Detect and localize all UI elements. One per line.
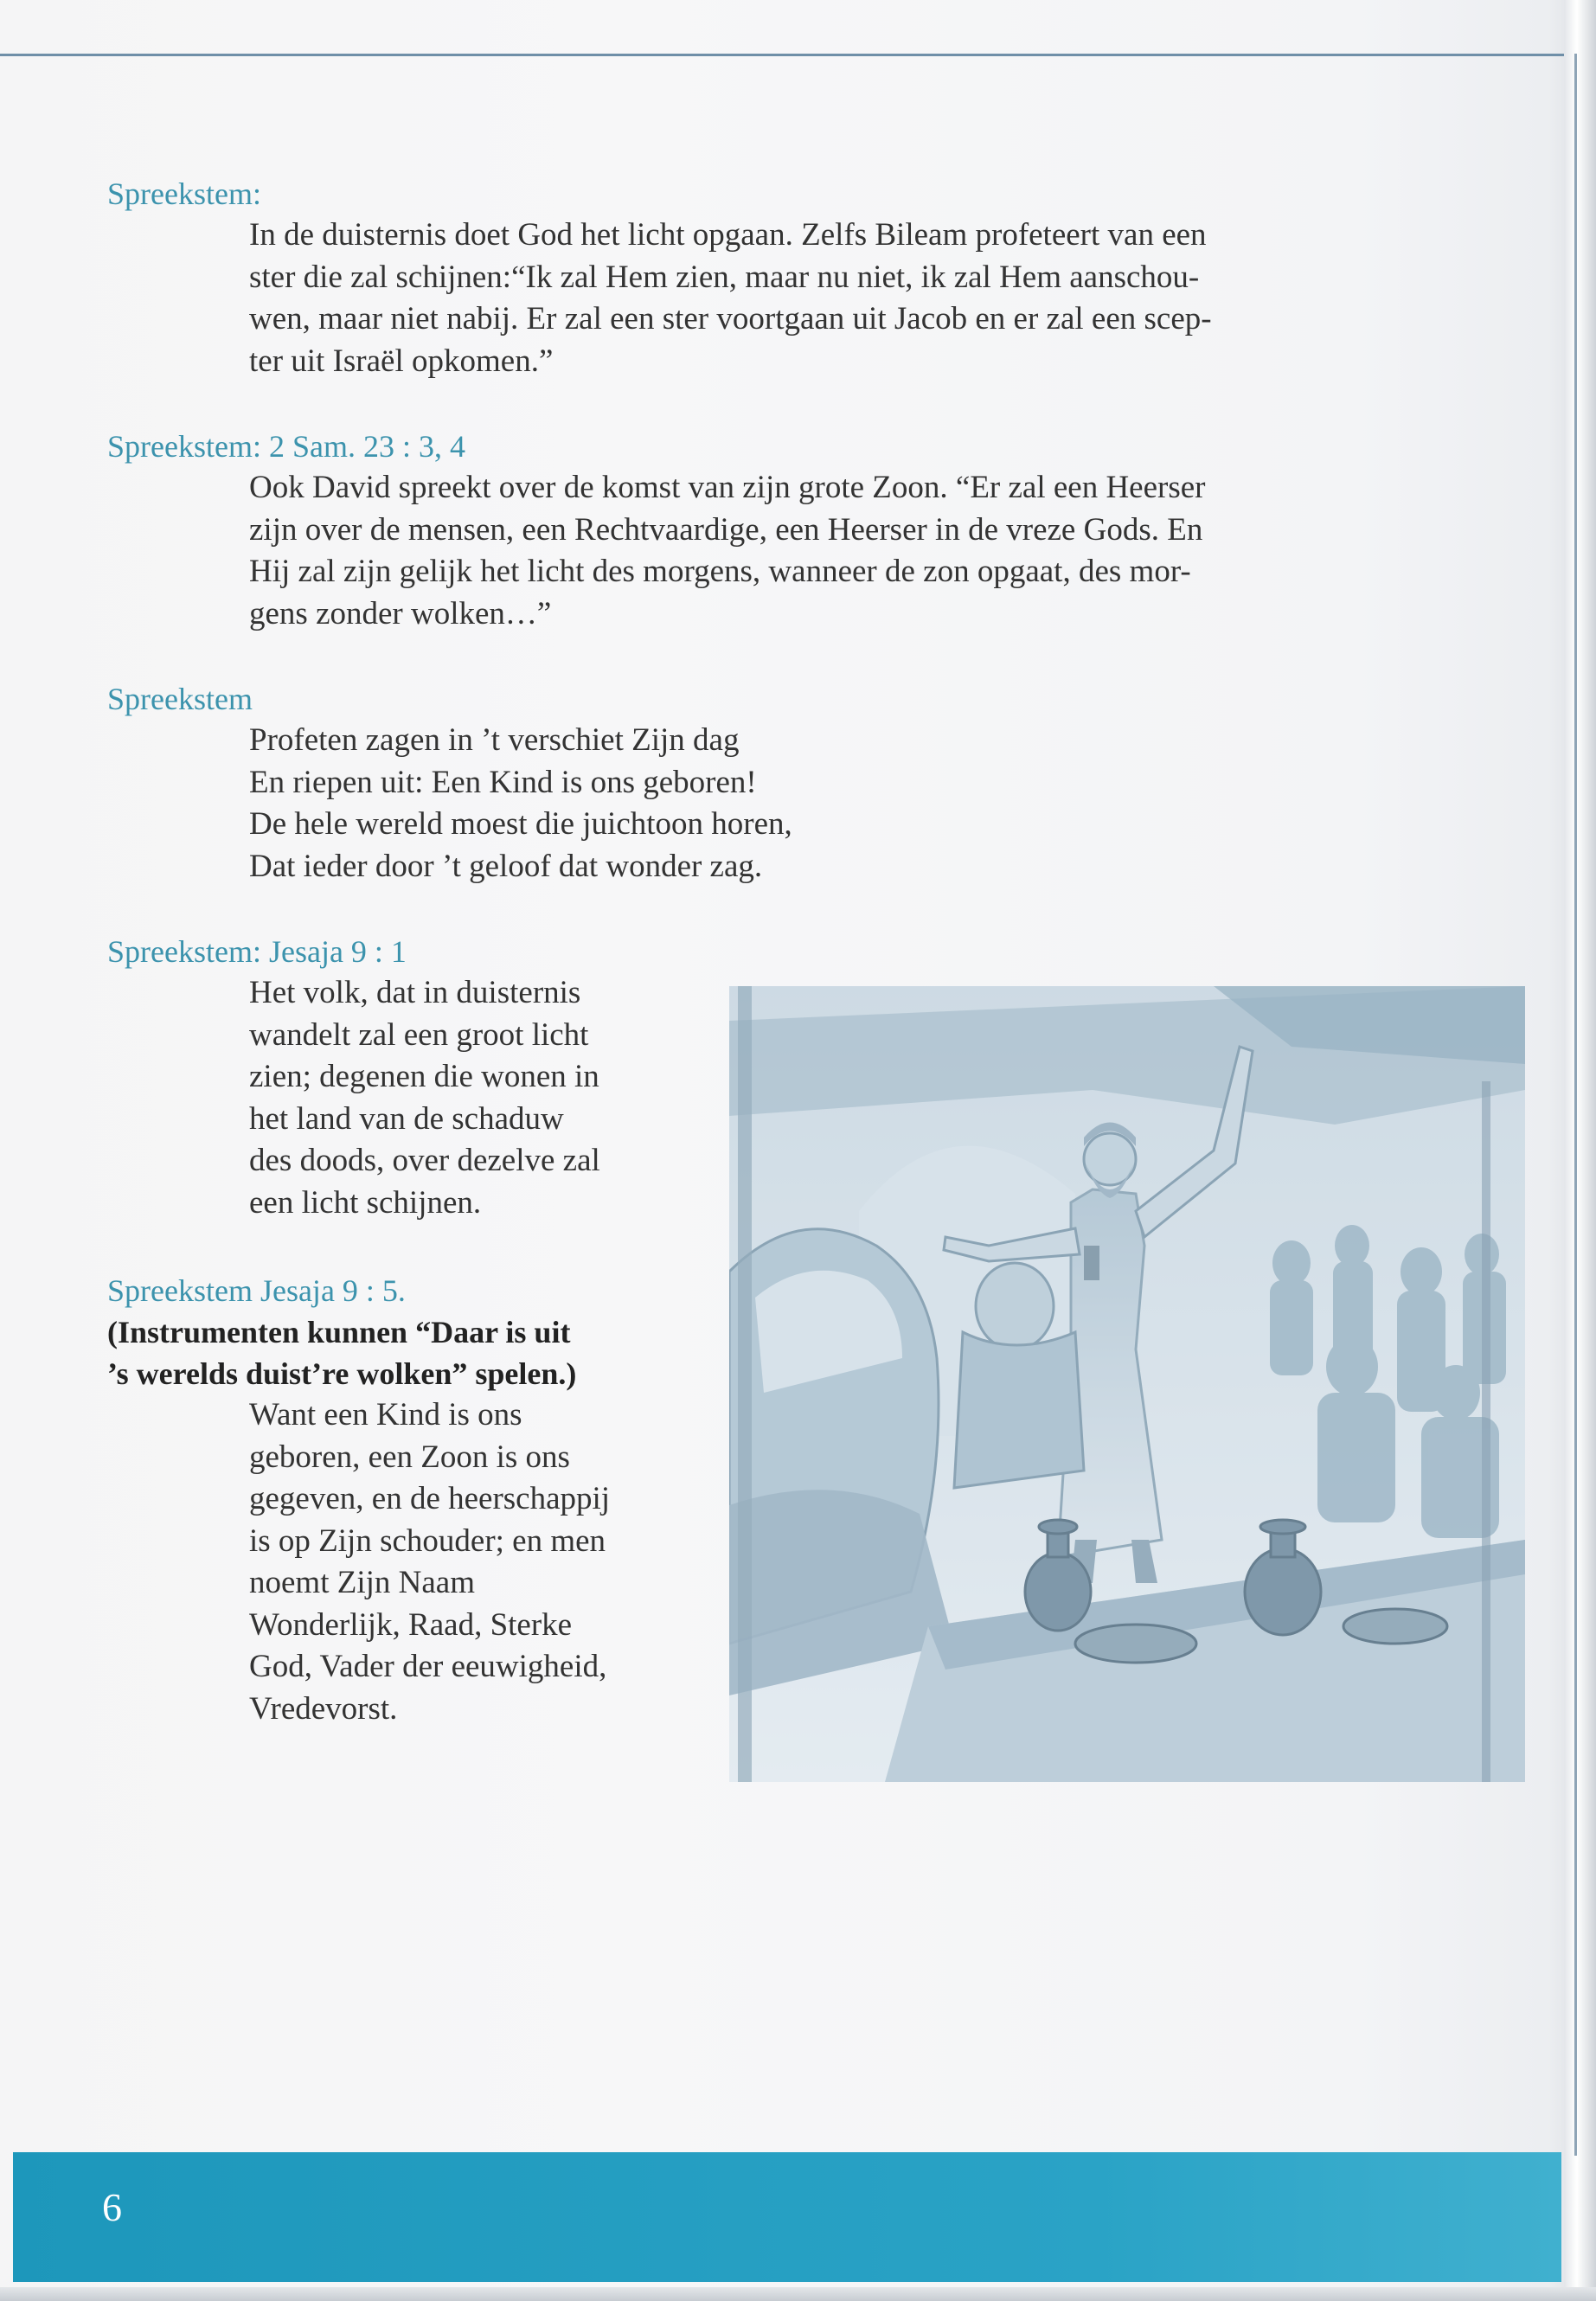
body-line: gegeven, en de heerschappij [249, 1481, 611, 1516]
body-line: zien; degenen die wonen in [249, 1059, 599, 1094]
page-number: 6 [102, 2185, 122, 2229]
footer-bar [13, 2152, 1561, 2282]
section-1 [107, 173, 1212, 382]
instruction-line: (Instrumenten kunnen “Daar is uit [107, 1315, 571, 1349]
section-heading: Spreekstem: 2 Sam. 23 : 3, 4 [107, 429, 465, 464]
prophet-preaching-illustration [729, 986, 1525, 1782]
body-line: Vredevorst. [249, 1690, 398, 1727]
body-line: Hij zal zijn gelijk het licht des morgens, wanneer de zon opgaat, des mor- [249, 554, 1191, 589]
body-line: is op Zijn schouder; en men [249, 1522, 606, 1559]
body-line: wandelt zal een groot licht [249, 1016, 589, 1053]
section-body [249, 972, 600, 1224]
section-4 [107, 931, 600, 1224]
section-3 [107, 678, 792, 888]
body-line: geboren, een Zoon is ons [249, 1439, 570, 1475]
page-bottom-edge [0, 2287, 1596, 2301]
section-2 [107, 426, 1205, 635]
body-line: zijn over de mensen, een Rechtvaardige, een Heerser in de vreze Gods. En [249, 511, 1203, 548]
body-line: gens zonder wolken…” [249, 595, 552, 631]
section-heading: Spreekstem: [107, 176, 261, 211]
page-spine [1564, 0, 1596, 2301]
body-line: Ook David spreekt over de komst van zijn grote Zoon. “Er zal een Heerser [249, 470, 1206, 505]
body-line: Profeten zagen in ’t verschiet Zijn dag [249, 722, 740, 758]
body-line: God, Vader der eeuwigheid, [249, 1649, 607, 1684]
top-rule [0, 54, 1583, 56]
section-body [249, 720, 792, 888]
instruction-line: ’s werelds duist’re wolken” spelen.) [107, 1356, 577, 1391]
section-body [249, 1394, 610, 1730]
body-line: ster die zal schijnen:“Ik zal Hem zien, maar nu niet, ik zal Hem aanschou- [249, 259, 1200, 295]
body-line: wen, maar niet nabij. Er zal een ster voortgaan uit Jacob en er zal een scep- [249, 301, 1212, 336]
body-line: Het volk, dat in duisternis [249, 975, 581, 1010]
spine-rule [1574, 54, 1577, 2156]
section-5 [107, 1270, 610, 1730]
section-body [249, 467, 1205, 635]
illustration-graphic [729, 986, 1525, 1782]
body-line: De hele wereld moest die juichtoon horen, [249, 806, 792, 842]
section-heading: Spreekstem Jesaja 9 : 5. [107, 1273, 406, 1308]
body-line: Wonderlijk, Raad, Sterke [249, 1606, 573, 1643]
section-heading: Spreekstem: Jesaja 9 : 1 [107, 934, 407, 969]
body-line: En riepen uit: Een Kind is ons geboren! [249, 764, 757, 800]
section-heading: Spreekstem [107, 682, 253, 716]
body-line: In de duisternis doet God het licht opgaan. Zelfs Bileam profeteert van een [249, 217, 1207, 253]
body-line: het land van de schaduw [249, 1100, 564, 1137]
body-line: noemt Zijn Naam [249, 1565, 475, 1600]
section-body [249, 215, 1212, 382]
body-line: ter uit Israël opkomen.” [249, 343, 554, 379]
body-line: Want een Kind is ons [249, 1397, 522, 1433]
body-line: Dat ieder door ’t geloof dat wonder zag. [249, 848, 763, 884]
body-line: een licht schijnen. [249, 1184, 482, 1221]
body-line: des doods, over dezelve zal [249, 1143, 600, 1178]
